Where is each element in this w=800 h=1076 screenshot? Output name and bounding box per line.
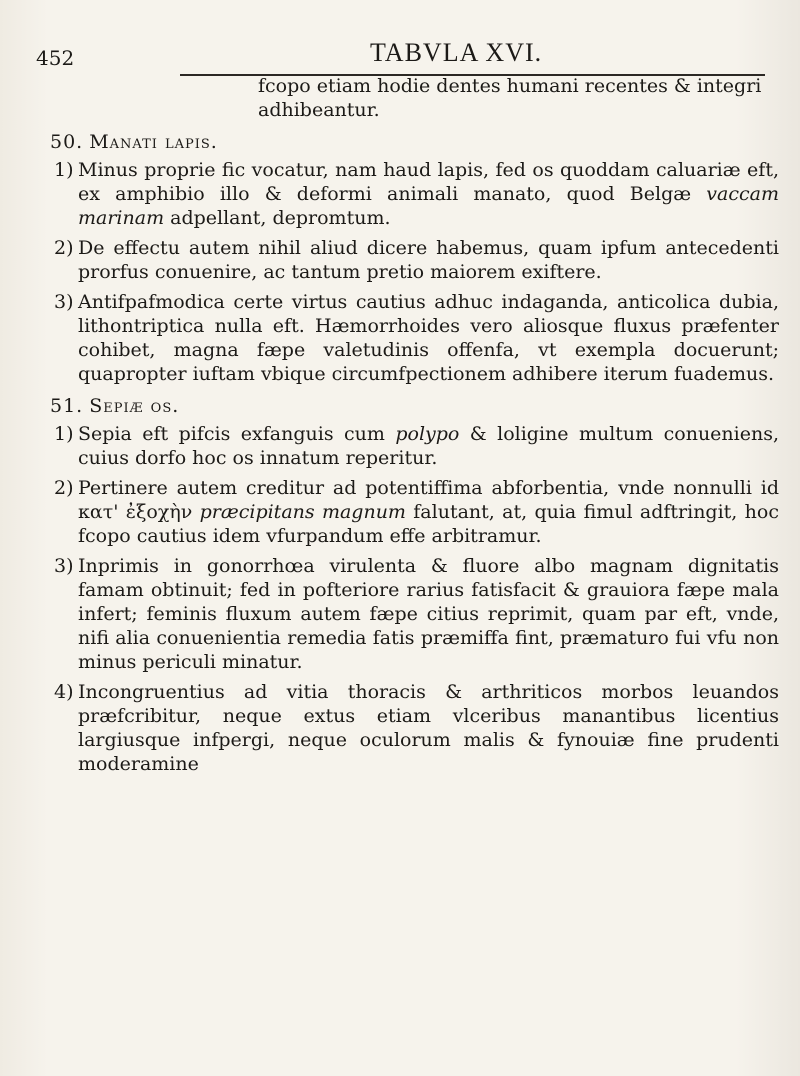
entry [44, 476, 779, 548]
entry-number: 2) [54, 477, 74, 499]
entry-text: De effectu autem nihil aliud dicere habemus, quam ipfum antecedenti prorfus conuenire, ac tantum pretio maiorem exiftere. [78, 237, 779, 283]
entry-text-end: falutant, at, quia fimul adftringit, hoc fcopo cautius idem vfurpandum effe arbitramur. [78, 501, 779, 547]
page-body [44, 74, 779, 782]
entry-text: Sepia eft pifcis exfanguis cum [78, 423, 396, 445]
entry-text: Inprimis in gonorrhœa virulenta & fluore albo magnam dignitatis famam obtinuit; fed in pofteriore rarius fatisfacit & grauiora fæpe mala infert; feminis fluxum autem fæpe citius reprimit, quam par eft, vnde, nifi alia conuenientia remedia fatis præmiffa fint, præmaturo fui vfu non minus periculi minatur. [78, 555, 779, 673]
entry-italic-text: præcipitans magnum [199, 501, 406, 523]
entry-text: Incongruentius ad vitia thoracis & arthriticos morbos leuandos præfcribitur, neque extus etiam vlceribus manantibus licentius largiusque infpergi, neque oculorum malis & fynouiæ fine prudenti moderamine [78, 681, 779, 775]
entry [44, 680, 779, 776]
entry-italic-text: polypo [395, 423, 460, 445]
entry-italic-text: vaccam marinam [78, 183, 779, 229]
entry [44, 290, 779, 386]
entry [44, 422, 779, 470]
entry-number: 2) [54, 237, 74, 259]
section-title: Sepiæ os. [89, 395, 180, 417]
running-head: TABVLA XVI. [370, 38, 543, 67]
entry-text: Minus proprie fic vocatur, nam haud lapis, fed os quoddam caluariæ eft, ex amphibio illo & deformi animali manato, quod Belgæ [78, 159, 779, 205]
entry-number: 1) [54, 159, 74, 181]
entry-number: 1) [54, 423, 74, 445]
entry-number: 4) [54, 681, 74, 703]
section-heading [50, 130, 779, 154]
section-heading [50, 394, 779, 418]
entry-text-end: & loligine multum conueniens, cuius dorfo hoc os innatum reperitur. [78, 423, 780, 469]
entry-number: 3) [54, 291, 74, 313]
page-number: 452 [36, 46, 75, 70]
entry-text: Pertinere autem creditur ad potentiffima abforbentia, vnde nonnulli id κατ' ἐξοχὴν [78, 477, 779, 523]
section-title: Manati lapis. [89, 131, 218, 153]
section-sepiae-os [44, 394, 779, 776]
entry [44, 158, 779, 230]
page-header [30, 26, 770, 76]
section-manati-lapis [44, 130, 779, 386]
continuation-text: fcopo etiam hodie dentes humani recentes & integri adhibeantur. [258, 75, 762, 121]
entry [44, 236, 779, 284]
entry-text: Antifpafmodica certe virtus cautius adhuc indaganda, anticolica dubia, lithontriptica nulla eft. Hæmorrhoides vero aliosque fluxus præfenter cohibet, magna fæpe valetudinis offenfa, vt exempla docuerunt; quapropter iuftam vbique circumfpectionem adhibere iterum fuademus. [78, 291, 779, 385]
entry [44, 554, 779, 674]
entry-number: 3) [54, 555, 74, 577]
entry-text-end: adpellant, depromtum. [164, 207, 391, 229]
section-number: 51. [50, 395, 84, 417]
section-number: 50. [50, 131, 84, 153]
